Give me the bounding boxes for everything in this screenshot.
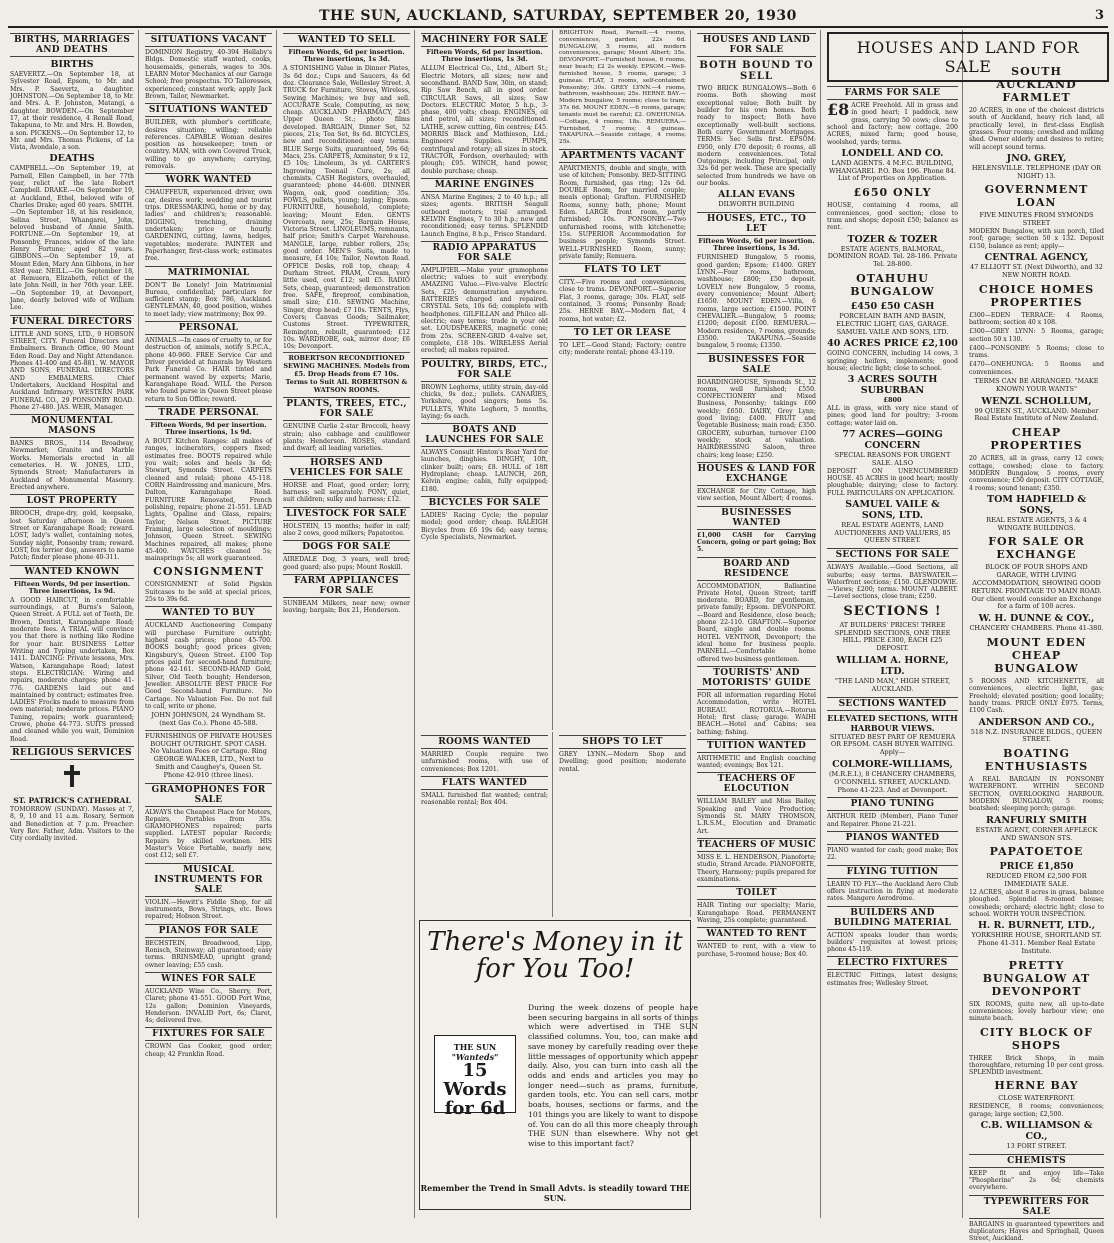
wanted-known-ads: A GOOD HAIRCUT, in comfortable surroundings, at Burns's Saloon, Queen Street. A FULL set of Teeth, Dr. Brown, Dentist, Karangahape Road; moderate fees. A TRIAL will convince you that there is nothing like Rodine for your hair. BUSINESS Letter Writing and Typing undertaken, Box 1411. DANCING: Private lessons, Mrs. Watson, Karangahape Road; latest steps. ELECTRICIAN: Wiring and repairs, moderate charges; phone 41-776. GARDENS laid out and maintained by contract; estimates free. LADIES' Frocks made to measure from own material; moderate prices. PIANO Tuning, repairs; work guaranteed; Crowe, phone 44-773. SUITS pressed and cleaned while you wait, Dominion Road. xyxy=(10,596,134,743)
masthead xyxy=(8,6,1108,28)
flying-ads: LEARN TO FLY—the Auckland Aero Club offers instruction in flying at moderate rates. Mangere Aerodrome. xyxy=(827,880,958,903)
both-bound-text: TWO BRICK BUNGALOWS—Both 6 rooms. Both showing most exceptional value; Both built by builder for his own homes. Both ready to inspect; Both have exceptionally well-built sections. Both carry Government Mortgages. TERMS: Sec Sells first. EPSOM: £950, only £70 deposit; 6 rooms, all modern conveniences. Total Outgoings, including Principal, only 32s 6d per week. These are specially selected from hundreds we have on our books. xyxy=(697,85,816,188)
acres-40-headline: 40 ACRES PRICE £2,100 xyxy=(827,338,958,350)
board-residence-header: BOARD AND RESIDENCE xyxy=(697,557,816,581)
tozer-details: ESTATE AGENTS, BALMORAL, DOMINION ROAD. Tel. 28-186. Private Tel. 28-800. xyxy=(827,244,958,269)
board-residence-ads: ACCOMMODATION, Ballantine Private Hotel, Queen Street; tariff moderate. BOARD, for gentleman, private family; Epsom. DEVONPORT.—Board and Residence, close beach; phone 22-110. GRAFTON.—Superior Board, single and double rooms. HOTEL VENTNOR, Devonport; the ideal home for business people. PARNELL.—Comfortable home offered two business gentlemen. xyxy=(697,582,816,663)
sa-farmlet-headline: SOUTH AUCKLAND FARMLET xyxy=(996,65,1077,104)
houses-for-sale-ads: FURNISHED Bungalow, 5 rooms, good garden; Epsom; £1400. GREY LYNN.—Four rooms, bathroom, washhouse; £800; £50 deposit. LOVELY new Bungalow, 5 rooms, every convenience; Mount Albert; £1650. MOUNT EDEN.—Villa, 6 rooms, large section; £1500. POINT CHEVALIER.—Bungalow, 5 rooms; £1200; deposit £100. REMUERA.—Modern residence, 7 rooms, grounds; £3500. TAKAPUNA.—Seaside bungalow, 5 rooms; £1350. xyxy=(697,254,816,350)
gramophones-header: GRAMOPHONES FOR SALE xyxy=(145,783,272,807)
flats-to-let-ads: CITY.—Five rooms and conveniences, close to trams. DEVONPORT.—Superior Flat, 3 rooms, garage; 30s. FLAT, self-contained, 3 rooms; Ponsonby Road; 25s. HERNE BAY.—Modern flat, 4 rooms, hot water; £2. xyxy=(559,279,686,323)
boating-text: A REAL BARGAIN IN PONSONBY WATERFRONT. WITHIN SECOND SECTION, OVERLOOKING HARBOUR. MODERN BUNGALOW, 5 rooms; boatshed; sleeping porch; garage. xyxy=(969,776,1104,813)
papatoetoe-sub: REDUCED FROM £2,500 FOR IMMEDIATE SALE. xyxy=(986,872,1087,889)
machinery-ads: ALLUM Electrical Co., Ltd., Albert St.; Electric Motors, all sizes; new and secondhand. BAND Saw, 30in, on stand; Rip Saw Bench, all in good order. CIRCULAR Saws, all sizes; Saw Doctors. ELECTRIC Motor, 5 h.p., 3-phase, 400 volts; cheap. ENGINES, oil and petrol, all sizes; reconditioned. LATHE, screw cutting, 6in centres; £45. MORRIS Black and Mathieson, Ltd.; Engineers' Supplies. PUMPS, centrifugal and rotary; all sizes in stock. TRACTOR, Fordson, overhauled; with plough; £95. WINCH, hand power, double purchase; cheap. xyxy=(421,65,548,175)
williamson-details: 13 FORT STREET. xyxy=(1006,1141,1067,1150)
monumental-masons-header: MONUMENTAL MASONS xyxy=(10,414,134,438)
livestock-ads: HOLSTEIN, 15 months; heifer in calf; also 2 cows, good milkers; Papatoetoe. xyxy=(283,522,410,537)
deaths-heading: DEATHS xyxy=(49,153,95,165)
horses-header: HORSES AND VEHICLES FOR SALE xyxy=(283,456,410,480)
consignment-ad: CONSIGNMENT of Solid Pigskin Suitcases to be sold at special prices, 25s to 39s 6d. xyxy=(145,581,272,604)
trade-personal-header: TRADE PERSONAL xyxy=(145,406,272,420)
hadfield-name: TOM HADFIELD & SONS, xyxy=(987,493,1086,516)
radio-ads: AMPLIFIER.—Make your gramophone electric; values to suit everybody. AMAZING Value.—Five-valve Electric Sets, £25; demonstration anywhere. BATTERIES charged and repaired. CRYSTAL Sets, 10s 6d; complete with headphones. GILFILLAN and Philco all-electric; easy terms; trade in your old set. LOUDSPEAKERS, magnetic cone; from 25s. SCREEN-GRID 4-valve set, complete, £18 10s. WIRELESS Aerial erected; all makes repaired. xyxy=(421,266,548,355)
births-heading: BIRTHS xyxy=(50,59,94,70)
wanted-to-sell-header: WANTED TO SELL xyxy=(283,33,410,47)
cheap-properties-headline: CHEAP PROPERTIES xyxy=(990,426,1083,453)
machinery-rate: Fifteen Words, 6d per insertion. Three insertions, 1s 3d. xyxy=(426,48,543,64)
funeral-directors-header: FUNERAL DIRECTORS xyxy=(11,316,133,327)
choice-300a: £300—EDEN TERRACE: 4 Rooms, bathroom; section 40 x 108. xyxy=(969,311,1104,326)
vaile-name: SAMUEL VAILE & SONS, LTD. xyxy=(845,498,940,521)
promo-headline: There's Money in it for You Too! xyxy=(427,927,683,985)
acres-40-text: GOING CONCERN, including 14 cows, 3 springing heifers, implements; good house; electric light; close to school. xyxy=(827,350,958,372)
trade-personal-ads: A BOUT Kitchen Ranges: all makes of ranges, incinerators, coppers fixed; estimates free. BOOTS repaired while you wait; soles and heels 3s 6d; Stewart, Symonds Street. CARPETS cleaned and relaid; phone 45-118. CORN Hairdressing and manicure, Mrs. Dalton, Karangahape Road. FURNITURE Renovated, French polishing, repairs; phone 21-551. LEAD Lights, Opaline and Glass, repairs; Taylor, Nelson Street. PICTURE Framing, large selection of mouldings; Johnson, Queen Street. SEWING Machines repaired, all makes; phone 45-400. WATCHES cleaned 5s; mainsprings 5s; all work guaranteed. xyxy=(145,438,272,563)
pianos-header: PIANOS FOR SALE xyxy=(145,924,272,938)
situations-wanted-header: SITUATIONS WANTED xyxy=(145,103,272,117)
choice-470: £470—ONEHUNGA: 5 Rooms and conveniences. xyxy=(969,361,1104,376)
section-header: BIRTHS, MARRIAGES AND DEATHS xyxy=(10,33,134,57)
farms-ad xyxy=(827,102,958,146)
farm-appliances-ads: SUNBEAM Milkers, near new; owner leaving; bargain; Box 21, Henderson. xyxy=(283,599,410,615)
colmore-name: COLMORE-WILLIAMS, xyxy=(832,758,953,770)
tourists-ads: FOR all information regarding Hotel Accommodation, write HOTEL BUREAU. ROTORUA.—Rotorua Hotel; first class; garage. WAIHI BEACH.—Hotel and Cabins; sea bathing; fishing. xyxy=(697,691,816,736)
births-notices: SAEVERTZ.—On September 18, at Sylvester Road, Epsom, to Mr. and Mrs. P. Saevertz, a daughter. JOHNSTON.—On September 18, to Mr. and Mrs. A. F. Johnston, Matangi, a daughter. BOWDEN.—On September 17, at their residence, 4 Renall Road, Takapuna, to Mr. and Mrs. H. Bowden, a son. PICKENS.—On September 12, to Mr. and Mrs. Thomas Pickens, of La Vista, Avondale, a son. xyxy=(10,71,135,152)
poultry-ads: BROWN Leghorns, utility strain, day-old chicks, 9s doz.; pullets. CANARIES, Yorkshire, good singers; hens 5s. PULLETS, White Leghorn, 5 months, laying; 6s each. xyxy=(421,383,548,420)
allan-evans: ALLAN EVANS xyxy=(718,189,795,201)
column-4-lower xyxy=(417,732,553,917)
vaile-details: REAL ESTATE AGENTS, LAND AUCTIONEERS AND VALUERS, 85 QUEEN STREET. xyxy=(834,520,951,545)
horne-details: "THE LAND MAN," HIGH STREET, AUCKLAND. xyxy=(834,676,951,693)
toilet-ads: HAIR Tinting our specialty; Marie, Karangahape Road. PERMANENT Waving, 25s complete; guaranteed. xyxy=(697,902,816,924)
church-services: TOMORROW (SUNDAY). Masses at 7, 8, 9, 10 and 11 a.m. Rosary, Sermon and Benediction at 7 p.m. Preacher: Very Rev. Father, Adm. Visitors to the City cordially invited. xyxy=(10,806,134,843)
personal-header: PERSONAL xyxy=(145,321,272,335)
trade-personal-rate: Fifteen Words, 9d per insertion. Three insertions, 1s 9d. xyxy=(150,420,267,437)
electro-header: ELECTRO FIXTURES xyxy=(827,956,958,970)
lost-property-ads: BROOCH, drape-dry, gold, keepsake, lost Saturday afternoon in Queen Street or Karangahape Road; reward. LOST, lady's wallet, containing notes, Sunday night, Ponsonby tram; reward. LOST, fox terrier dog, answers to name Patch; finder please phone 40-311. xyxy=(10,510,134,562)
herne-bay-text: RESIDENCE, 8 rooms; conveniences; garage; large section; £2,500. xyxy=(969,1103,1104,1118)
burnett-details: YORKSHIRE HOUSE, SHORTLAND ST. Phone 41-311. Member Real Estate Institute. xyxy=(971,931,1102,955)
farms-text: ACRE Freehold. All in grass and in good heart; 1 paddock, new grass, carrying 50 cows; close to school and factory; new cottage. 200 ACRES, mixed farm; good house, woolshed, yards; terms. xyxy=(827,102,958,146)
rooms-wanted-header: ROOMS WANTED xyxy=(421,735,548,749)
plants-header: PLANTS, TREES, ETC., FOR SALE xyxy=(283,397,410,421)
grey-details: HELENSVILLE. TELEPHONE (DAY OR NIGHT) 13. xyxy=(971,163,1102,180)
wanted-known-header: WANTED KNOWN xyxy=(10,565,134,579)
wenzl-details: 99 QUEEN ST., AUCKLAND. Member Real Estate Institute of New Zealand. xyxy=(974,406,1099,423)
work-wanted-header: WORK WANTED xyxy=(145,173,272,187)
machinery-header: MACHINERY FOR SALE xyxy=(421,35,548,45)
acres-3-text: ALL in grass, with very nice stand of pines; good land for poultry; 3-room cottage; water laid on. xyxy=(827,405,958,427)
sections-wanted-header: SECTIONS WANTED xyxy=(827,697,958,711)
wenzl-name: WENZL SCHOLLUM, xyxy=(981,395,1092,407)
acres-3-headline: 3 ACRES SOUTH SUBURBAN xyxy=(847,374,938,397)
music-teachers-header: TEACHERS OF MUSIC xyxy=(697,840,816,851)
city-block-text: THREE Brick Shops, in main thoroughfare, returning 10 per cent gross. SPLENDID investment. xyxy=(969,1054,1104,1077)
businesses-ads: BOARDINGHOUSE, Symonds St., 12 rooms, well furnished; £550. CONFECTIONERY and Mixed Business, Ponsonby; takings £60 weekly; £650. DAIRY, Grey Lynn; good living; £400. FRUIT and Vegetable Business; main road; £350. GROCERY, suburban, turnover £100 weekly; stock at valuation. HAIRDRESSING Saloon, three chairs; long lease; £250. xyxy=(697,378,816,459)
piano-tuning-header: PIANO TUNING xyxy=(827,797,958,811)
lost-property-header: LOST PROPERTY xyxy=(10,494,134,508)
sale-exchange-headline: FOR SALE OR EXCHANGE xyxy=(988,535,1085,562)
wanted-to-buy-ads: AUCKLAND Auctioneering Company will purchase Furniture outright; highest cash prices; phone 45-700. BOOKS bought; good prices given; Kingsbury's, Queen Street. £100 Top prices paid for second-hand furniture; phone 42-161. SECOND-HAND Gold, Silver, Old Teeth bought; Henderson, Jeweller. ABSOLUTE BEST PRICE For Good Second-hand Furniture. No Cartage. No Valuation Fee. Do not fail to call, write or phone. xyxy=(145,622,272,710)
wanted-to-buy-header: WANTED TO BUY xyxy=(145,606,272,620)
anderson-name: ANDERSON AND CO., xyxy=(978,716,1095,728)
situations-vacant-ads: DOMINION Registry, 40-394 Hellaby's Bldgs. Domestic staff wanted, cooks, housemaids, generals, wages to 30s. LEARN Motor Mechanics at our Garage School; free prospectus. TO Tailoresses, experienced; constant work; apply Jack Brown, Tailor, Newmarket. xyxy=(145,49,272,100)
builders-header: BUILDERS AND BUILDING MATERIAL xyxy=(827,906,958,930)
consignment-heading: CONSIGNMENT xyxy=(153,565,264,579)
boats-header: BOATS AND LAUNCHES FOR SALE xyxy=(421,423,548,447)
chemists-ads: KEEP fit and enjoy life—Take "Phospherine" 2s 6d; chemists everywhere. xyxy=(969,1169,1104,1192)
column-1 xyxy=(6,30,139,1218)
marine-engines-ads: ANSA Marine Engines; 2 to 40 h.p.; all sizes; agents. BRITISH Seagull outboard motors; trial arranged. KELVIN Engines, 7 to 30 h.p.; new and reconditioned; easy terms. SPLENDID Launch Engine, 8 h.p., Frisco Standard. xyxy=(421,193,548,238)
builders-ads: ACTION speaks louder than words; builders' requisites at lowest prices; phone 45-119. xyxy=(827,931,958,954)
apartments-header: APARTMENTS VACANT xyxy=(559,149,686,163)
column-4 xyxy=(417,30,553,730)
acres-3-price: £800 xyxy=(883,396,902,405)
otahuhu-text: PORCELAIN BATH AND BASIN, ELECTRIC LIGHT, GAS, GARAGE. SAMUEL VAILE AND SONS, LTD. xyxy=(836,311,949,336)
promo-footer: Remember the Trend in Small Advts. is steadily toward THE SUN. xyxy=(420,1183,690,1203)
govt-loan-text: MODERN Bungalow, with sun porch, tiled roof; garage; section 50 x 132. Deposit £150, balance as rent; apply— xyxy=(969,228,1104,250)
tourists-header: TOURISTS' AND MOTORISTS' GUIDE xyxy=(697,666,816,690)
houses-to-let-header: HOUSES, ETC., TO LET xyxy=(697,212,816,236)
musical-instruments-header: MUSICAL INSTRUMENTS FOR SALE xyxy=(145,863,272,897)
promo-badge xyxy=(434,1035,516,1119)
deaths-notices: CAMPBELL.—On September 19, at Parnell, Ellen Campbell, in her 77th year, relict of the late Robert Campbell. DRAKE.—On September 19, at Auckland, Ethel, beloved wife of Charles Drake; aged 60 years. SMITH.—On September 18, at his residence, Selina Street, Whangarei, John, beloved husband of Annie Smith. FORTUNE.—On September 19, at Ponsonby, Frances, widow of the late Henry Fortune; aged 82 years. GIBBONS.—On September 19, at Mount Eden, Mary Ann Gibbons, in her 83rd year. NEILL.—On September 18, at Remuera, Elizabeth, relict of the late John Neill, in her 76th year. LEE.—On September 19, at Devonport, Jane, dearly beloved wife of William Lee. xyxy=(10,165,134,312)
tuition-wanted-header: TUITION WANTED xyxy=(697,739,816,753)
church-cross-icon xyxy=(10,764,134,792)
pianos-wanted-header: PIANOS WANTED xyxy=(827,831,958,845)
govt-loan-sub: FIVE MINUTES FROM SYMONDS STREET xyxy=(979,211,1094,228)
sections-big-sub: AT BUILDERS' PRICES! THREE SPLENDID SECTIONS, ONE TREE HILL. PRICE £300, EACH £25 DEPOSIT. xyxy=(834,620,951,653)
pretty-bungalow-headline: PRETTY BUNGALOW AT DEVONPORT xyxy=(982,958,1091,998)
typewriters-header: TYPEWRITERS FOR SALE xyxy=(969,1195,1104,1219)
bicycles-ads: LADIES' Racing Cycle; the popular model; good order; cheap. RALEIGH Bicycles from £6 19s 6d; easy terms; Cycle Specialists, Newmarket. xyxy=(421,512,548,541)
promo-body: During the week dozens of people have been securing bargains in all sorts of things which were advertised in THE SUN classified columns. You, too, can make and save money by carefully reading over these little messages of opportunity which appear daily. Also, you can turn into cash all the odds and ends and articles you may no longer need—such as prams, furniture, garden tools, etc. You can sell cars, motor boats, houses, sections or farms, and the 101 things you are likely to want to dispose of. You can do all this more cheaply through THE SUN than elsewhere. Why not get wise to this important fact? xyxy=(528,1003,698,1149)
work-wanted-ads: CHAUFFEUR, experienced driver, own car, desires work; wedding and tourist trips. DRESSMAKING, home or by day, ladies' and children's; reasonable. DIGGING, trenching, draining undertaken; price or hourly. GARDENING, cutting, lawns, hedges, vegetables; moderate. PAINTER and Paperhanger, first-class work; estimates free. xyxy=(145,189,272,263)
houses-to-let-rate: Fifteen Words, 6d per insertion. Three insertions, 1s 3d. xyxy=(698,237,815,253)
wanted-to-rent-header: WANTED TO RENT xyxy=(697,927,816,941)
londell-name: LONDELL AND CO. xyxy=(841,147,944,159)
music-teachers-ads: MISS E. L. HENDERSON, Pianoforte; studio, Strand Arcade. PIANOFORTE, Theory, Harmony; pupils prepared for examinations. xyxy=(697,854,816,883)
elevated-text: SITUATED BEST PART OF REMUERA OR EPSOM. CASH BUYER WAITING. Apply— xyxy=(829,732,956,757)
shops-to-let-header: SHOPS TO LET xyxy=(559,735,686,749)
fixtures-header: FIXTURES FOR SALE xyxy=(145,1027,272,1041)
wanted-to-rent-ads: WANTED to rent, with a view to purchase, 5-roomed house; Box 40. xyxy=(697,943,816,958)
lease-ads: TO LET.—Good Stand; Factory; centre city; moderate rental; phone 43-119. xyxy=(559,342,686,357)
situations-vacant-header: SITUATIONS VACANT xyxy=(145,33,272,47)
column-2 xyxy=(141,30,277,1218)
sa-farmlet-text: 20 ACRES, in one of the choicest districts south of Auckland, heavy rich land, all practically level, in first-class English grasses. Four rooms; cowshed and milking shed. Owner elderly and desires to retire; will accept sound terms. xyxy=(969,107,1104,151)
johnson-ad: JOHN JOHNSON, 24 Wyndham St. (next Gas Co.). Phone 45-588. xyxy=(151,711,266,727)
apartments-ads: APARTMENTS, double and single, with use of kitchen; Ponsonby. BED-SITTING Room, furnished, gas ring; 12s 6d. DOUBLE Room, for married couple; meals optional; Grafton. FURNISHED Rooms, sunny; bath, phone; Mount Eden. LARGE front room, partly furnished; 10s. PONSONBY.—Two unfurnished rooms, with kitchenette; 15s. SUPERIOR Accommodation for business people; Symonds Street. WELL-FURNISHED Room, sunny; private family; Remuera. xyxy=(559,165,686,260)
robertson-sewing-ad: ROBERTSON RECONDITIONED SEWING MACHINES. Models from £5. Drop Heads from £7 10s. Terms to Suit All. ROBERTSON & WATSON ROOMS. xyxy=(283,354,410,394)
herne-bay-sub: CLOSE WATERFRONT. xyxy=(998,1094,1075,1103)
only-650-headline: £650 ONLY xyxy=(853,186,932,200)
monumental-masons-ads: BANKS BROS., 114 Broadway, Newmarket; Granite and Marble Works. Memorials erected in all cemeteries. H. W. JONES, LTD., Symonds Street; Manufacturers in Auckland of Monumental Masonry. Erected anywhere. xyxy=(10,440,134,491)
acres-77-headline: 77 ACRES—GOING CONCERN xyxy=(842,428,943,451)
shops-to-let-ads: GREY LYNN.—Modern Shop and Dwelling; good position; moderate rental. xyxy=(559,751,686,773)
pianos-wanted-ads: PIANO wanted for cash; good make; Box 22. xyxy=(827,846,958,862)
ranfurly-details: ESTATE AGENT, CORNER AFFLECK AND SWANSON STS. xyxy=(975,825,1098,842)
matrimonial-ads: DON'T Be Lonely! Join Matrimonial Bureau, confidential; particulars for sufficient stamp; Box 786, Auckland. GENTLEMAN, 40, good position, wishes to meet lady; view matrimony; Box 99. xyxy=(145,281,272,318)
pianos-ads: BECHSTEIN, Broadwood, Lipp, Ronisch, Steinway; all guaranteed; easy terms. BRINSMEAD, upright grand; owner leaving; £55 cash. xyxy=(145,939,272,969)
colmore-details: (M.R.E.I.), 8 CHANCERY CHAMBERS, O'CONNELL STREET, AUCKLAND. Phone 41-223. And at Devonport. xyxy=(828,769,957,794)
ranfurly-name: RANFURLY SMITH xyxy=(986,814,1087,826)
church-name: ST. PATRICK'S CATHEDRAL xyxy=(13,796,131,806)
dogs-ads: AIREDALE Dog, 3 years, well bred; good guard; also pups; Mount Roskill. xyxy=(283,556,410,571)
toilet-header: TOILET xyxy=(697,886,816,900)
column-5 xyxy=(555,30,691,730)
sections-header: SECTIONS FOR SALE xyxy=(827,548,958,562)
religious-services-header: RELIGIOUS SERVICES xyxy=(10,746,134,760)
papatoetoe-text: 12 ACRES, about 8 acres in grass, balance ploughed. Splendid 8-roomed house; cowsheds; orchard; electric light; close to school. WORTH YOUR INSPECTION. xyxy=(969,888,1104,918)
page-number: 3 xyxy=(1094,8,1104,23)
govt-loan-headline: GOVERNMENT LOAN xyxy=(984,183,1089,210)
rooms-wanted-ads: MARRIED Couple require two unfurnished rooms, with use of conveniences; Box 1201. xyxy=(421,751,548,773)
promo-box xyxy=(419,920,698,1210)
electro-ads: ELECTRIC Fittings, latest designs; estimates free; Wellesley Street. xyxy=(827,972,958,987)
gramophones-ads: ALWAYS the Cheapest Place for Motors, Repairs, Portables from 35s. GRAMOPHONES repaired; parts supplied. LATEST popular Records; Repairs by skilled workmen. HIS Master's Voice Portable, nearly new, cost £12; sell £7. xyxy=(145,808,272,860)
chemists-header: CHEMISTS xyxy=(969,1154,1104,1168)
central-agency-details: 47 ELLIOTT ST. (Next Dilworth), and 32 NEW NORTH ROAD. xyxy=(970,263,1103,279)
grey-name: JNO. GREY, xyxy=(1006,152,1067,164)
choice-300b: £300—GREY LYNN: 5 Rooms, garage; section 50 x 130. xyxy=(969,328,1104,343)
column-3 xyxy=(279,30,415,1218)
wanted-to-sell-ads: A STONISHING Value in Dinner Plates, 3s 6d doz.; Cups and Saucers, 4s 6d doz. Clearance Sale, Wellesley Street. A TRUCK for Furniture, Stoves, Wireless, Sewing Machines; we buy and sell. ACCURATE Scale, Computing, as new, cheap. AUCKLAND PHARMACY, 245 Upper Queen St.; photo films developed. BARGAIN, Dinner Set, 52 pieces, 21s; Tea Set, 8s 6d. BICYCLES, new and reconditioned; easy terms. BLUE Serge Suits, guaranteed, 59s 6d; Macs, 25s. CARPETS, Axminster, 9 x 12, £5 10s; Linoleum, 3s yd. CARTER'S Ingrowing Toenail Cure, 2s; all chemists. CASH Registers, overhauled, guaranteed; phone 44-600. DINNER Wagon, oak, good condition; 35s. FOWLS, pullets, young; laying; Epsom. FURNITURE, household, complete; leaving; Mount Eden. GENTS Overcoats, new, 25s; Bargain House, Victoria Street. LINOLEUMS, remnants, half price; Smith's Carpet Warehouse. MANGLE, large, rubber rollers, 25s; good order. MEN'S Suits, made to measure, £4 10s; Tailor, Newton Road. OFFICE Desks, roll top, cheap; 4 Durham Street. PRAM, Cream, very little used, cost £12; sell £5. RADIO Sets, cheap, guaranteed; demonstration free. SAFE, fireproof, combination, small size; £10. SEWING Machine, Singer, drop head; £7 10s. TENTS, Flys, Covers; Canvas Goods; Sailmaker, Customs Street. TYPEWRITER, Remington, rebuilt, guaranteed; £12 10s. WARDROBE, oak, mirror door; £6 10s; Devonport. xyxy=(283,65,410,351)
piano-tuning-ads: ARTHUR REID (Member), Piano Tuner and Repairer. Phone 21-221. xyxy=(827,813,958,828)
radio-header: RADIO APPARATUS FOR SALE xyxy=(421,241,548,265)
otahuhu-headline: OTAHUHU BUNGALOW xyxy=(850,271,935,298)
choice-homes-headline: CHOICE HOMES PROPERTIES xyxy=(978,282,1095,309)
businesses-wanted-ad: £1,000 CASH for Carrying Concern, going or part going; Box 5. xyxy=(697,531,816,554)
wines-ads: AUCKLAND Wine Co., Sherry, Port, Claret; phone 41-551. GOOD Port Wine, 12s gallon; Dominion Vineyards, Henderson. INVALID Port, 6s; Claret, 4s; delivered free. xyxy=(145,987,272,1025)
boating-headline: BOATING ENTHUSIASTS xyxy=(984,747,1089,774)
central-agency-name: CENTRAL AGENCY, xyxy=(984,252,1089,263)
exchange-header: HOUSES & LAND FOR EXCHANGE xyxy=(697,463,816,484)
musical-instruments-ads: VIOLIN.—Hewitt's Fiddle Shop, for all instruments, Bows, Strings, etc. Bows repaired; Hobson Street. xyxy=(145,898,272,921)
dunne-name: W. H. DUNNE & COY., xyxy=(978,613,1095,625)
elevated-headline: ELEVATED SECTIONS, WITH HARBOUR VIEWS. xyxy=(827,712,958,733)
choice-terms: TERMS CAN BE ARRANGED. "MAKE KNOWN YOUR WANTS" xyxy=(974,377,1099,393)
elocution-header: TEACHERS OF ELOCUTION xyxy=(697,772,816,796)
boats-ads: ALWAYS Consult Hinton's Boat Yard for launches, dinghies. DINGHY, 10ft, clinker built; oars; £8. HULL of 18ft Hydroplane; cheap. LAUNCH, 26ft, Kelvin engine; cabin, fully equipped; £180. xyxy=(421,449,548,493)
exchange-ads: EXCHANGE for City Cottage, high view section, Mount Albert; 4 rooms. xyxy=(697,487,816,503)
houses-land-header: HOUSES AND LAND FOR SALE xyxy=(697,33,816,57)
cheap-properties-text: 20 ACRES, all in grass, carry 12 cows; cottage, cowshed; close to factory. MODERN Bungalow, 5 rooms, every convenience; £50 deposit. CITY COTTAGE, 4 rooms; sound tenant; £350. xyxy=(969,455,1104,492)
badge-paper-name: THE SUN xyxy=(453,1042,497,1052)
horne-name: WILLIAM A. HORNE, LTD. xyxy=(836,654,949,677)
badge-price: 15 Words for 6d xyxy=(443,1060,507,1119)
businesses-wanted-header: BUSINESSES WANTED xyxy=(697,506,816,530)
lease-header: TO LET OR LEASE xyxy=(559,326,686,340)
tozer-name: TOZER & TOZER xyxy=(847,233,938,245)
flats-wanted-header: FLATS WANTED xyxy=(421,776,548,790)
only-650-text: HOUSE, containing 4 rooms, all conveniences, good section; close to tram and shops; deposit £50; balance as rent. xyxy=(827,202,958,232)
horses-ads: HORSE and Float, good order; lorry, harness; sell separately. PONY, quiet, suit children; sulky and harness; £12. xyxy=(283,481,410,504)
williamson-name: C.B. WILLIAMSON & CO., xyxy=(980,1119,1093,1142)
farm-appliances-header: FARM APPLIANCES FOR SALE xyxy=(283,574,410,598)
badge-wanteds: "Wanteds" xyxy=(451,1052,499,1062)
plants-ads: GENUINE Curlie 2-star Broccoli, heavy strain; also cabbage and cauliflower plants; Henderson. ROSES, standard and dwarf; all leading varieties. xyxy=(283,423,410,453)
dogs-header: DOGS FOR SALE xyxy=(283,540,410,554)
tuition-wanted-ads: ARITHMETIC and English coaching wanted; evenings; Box 121. xyxy=(697,754,816,770)
anderson-details: 518 N.Z. INSURANCE BLDGS., QUEEN STREET. xyxy=(970,727,1103,744)
column-8 xyxy=(965,62,1108,1243)
wanted-to-sell-rate: Fifteen Words, 6d per insertion. Three insertions, 1s 3d. xyxy=(288,48,405,64)
furnishings-ad: FURNISHINGS OF PRIVATE HOUSES BOUGHT OUTRIGHT. SPOT CASH. No Valuation Fees or Cartage. Ring GEORGE WALKER, LTD., Next to Smith and Caughey's, Queen St. Phone 42-910 (three lines). xyxy=(145,731,272,779)
situations-wanted-ads: BUILDER, with plumber's certificate, desires situation; willing; reliable references. CAPABLE Woman desires position as housekeeper; town or country. MAN, with own Covered Truck, willing to go anywhere; carrying, removals. xyxy=(145,119,272,171)
mount-eden-headline: MOUNT EDEN CHEAP BUNGALOW xyxy=(986,636,1087,676)
masthead-title: THE SUN, AUCKLAND, SATURDAY, SEPTEMBER 20, 1930 xyxy=(319,8,797,24)
marine-engines-header: MARINE ENGINES xyxy=(421,178,548,192)
wines-header: WINES FOR SALE xyxy=(145,972,272,986)
flats-wanted-ads: SMALL furnished flat wanted; central; reasonable rental; Box 404. xyxy=(421,791,548,807)
allan-evans-address: DILWORTH BUILDING xyxy=(718,200,795,209)
choice-400: £400—PONSONBY: 5 Rooms; close to trams. xyxy=(969,344,1104,360)
houses-land-main-header: HOUSES AND LAND FOR SALE xyxy=(827,32,1109,82)
column-6 xyxy=(693,30,821,1218)
londell-details: LAND AGENTS. 4 M.F.C. BUILDING, WHANGAREI. P.O. Box 196. Phone 84. List of Properties on Application. xyxy=(828,158,957,183)
otahuhu-prices: £450 £50 CASH xyxy=(850,300,935,312)
typewriters-ads: BARGAINS in guaranteed typewriters and duplicators; Hayes and Springhall, Queen Street, Auckland. xyxy=(969,1220,1104,1243)
sale-exchange-text: BLOCK OF FOUR SHOPS AND GARAGE, WITH LIVING ACCOMMODATION, SHOWING GOOD RETURN. FRONTAGE TO MAIN ROAD. Our client would consider an Exchange for a farm of 100 acres. xyxy=(971,563,1102,611)
acres-77-sub: SPECIAL REASONS FOR URGENT SALE. ALSO xyxy=(834,450,951,467)
fixtures-ads: CROWN Gas Cooker, good order; cheap; 42 Franklin Road. xyxy=(145,1043,272,1058)
burnett-name: H. R. BURNETT, LTD., xyxy=(977,920,1096,932)
acres-77-text: DEPOSIT ON UNENCUMBERED HOUSE. 45 ACRES in good heart; mostly ploughable; dairying; close to factory. FULL PARTICULARS ON APPLICATION. xyxy=(827,467,958,497)
livestock-header: LIVESTOCK FOR SALE xyxy=(283,507,410,521)
poultry-header: POULTRY, BIRDS, ETC., FOR SALE xyxy=(421,359,548,380)
flats-to-let-header: FLATS TO LET xyxy=(559,263,686,277)
businesses-header: BUSINESSES FOR SALE xyxy=(697,353,816,377)
matrimonial-header: MATRIMONIAL xyxy=(145,266,272,280)
bicycles-header: BICYCLES FOR SALE xyxy=(421,496,548,510)
pretty-bungalow-text: SIX ROOMS, quite new, all up-to-date conveniences; lovely harbour view; one minute beach. xyxy=(969,1000,1104,1023)
sections-ads: ALWAYS Available.—Good Sections, all suburbs; easy terms. BAYSWATER.—Waterfront sections; £150. GLENDOWIE.—Views; £200; terms. MOUNT ALBERT.—Level sections, close tram; £250. xyxy=(827,564,958,601)
funeral-directors-ads: LITTLE AND SONS, LTD., 9 HOBSON STREET, CITY. Funeral Directors and Embalmers. Branch Office, 90 Mount Eden Road. Day and Night Attendance. Phones 41-400 and 45-881. W. MAYOR AND SONS, FUNERAL DIRECTORS AND EMBALMERS. Chief Undertakers, Auckland Hospital and Auckland Infirmary. WESTERN PARK FUNERAL CO., 29 PONSONBY ROAD. Phone 27-480. JAS. WEIR, Manager. xyxy=(10,330,134,411)
both-bound-headline: BOTH BOUND TO SELL xyxy=(699,60,814,82)
elocution-ads: WILLIAM BAILEY and Miss Bailey, Speaking and Voice Production; Symonds St. MARY THOMSON, L.R.S.M., Elocution and Dramatic Art. xyxy=(697,798,816,835)
column-5-continuation: BRIGHTON Road, Parnell.—4 rooms, conveniences, garden; 22s 6d. BUNGALOW, 5 rooms, all modern conveniences, garage; Mount Albert; 35s. DEVONPORT.—Furnished house, 6 rooms, near beach; £2 2s weekly. EPSOM.—Well-furnished house, 5 rooms, garage; 3 guineas. FLAT, 3 rooms, self-contained; Ponsonby; 30s. GREY LYNN.—4 rooms, bathroom, washhouse; 25s. HERNE BAY.—Modern bungalow, 5 rooms; close to tram; 37s 6d. MOUNT EDEN.—6 rooms, garage; tenants must be careful; £2. ONEHUNGA.—Cottage, 4 rooms; 18s. REMUERA.—Furnished, 7 rooms; 4 guineas. TAKAPUNA.—Seaside cottage, 4 rooms; 25s. xyxy=(559,30,686,146)
personal-ads: ANIMALS.—In cases of cruelty to, or for destruction of, animals, notify S.P.C.A., phone 40-960. FREE Service Car and Driver provided at funerals by Western Park Funeral Co. HAIR tinted and permanent waved by experts; Marie, Karangahape Road. WILL the Person who found purse in Queen Street please return to Sun Office; reward. xyxy=(145,337,272,403)
column-5-lower xyxy=(555,732,691,917)
farms-header: FARMS FOR SALE xyxy=(827,86,958,100)
herne-bay-headline: HERNE BAY xyxy=(994,1079,1079,1093)
papatoetoe-headline: PAPATOETOE xyxy=(989,845,1084,859)
hadfield-details: REAL ESTATE AGENTS, 3 & 4 WINGATE BUILDINGS. xyxy=(986,515,1087,532)
farms-price: £8 xyxy=(827,100,850,119)
dunne-details: CHANCERY CHAMBERS. Phone 41-380. xyxy=(969,624,1104,633)
papatoetoe-price: PRICE £1,850 xyxy=(999,861,1074,873)
sections-big: SECTIONS ! xyxy=(843,603,942,619)
city-block-headline: CITY BLOCK OF SHOPS xyxy=(980,1025,1093,1052)
mount-eden-text: 5 ROOMS AND KITCHENETTE, all conveniences, electric light, gas; Freehold; elevated position; good locality; handy trams. PRICE ONLY £975. Terms, £100 Cash. xyxy=(969,678,1104,715)
flying-header: FLYING TUITION xyxy=(827,865,958,879)
wanted-known-rate: Fifteen Words, 9d per insertion. Three insertions, 1s 9d. xyxy=(13,579,131,595)
